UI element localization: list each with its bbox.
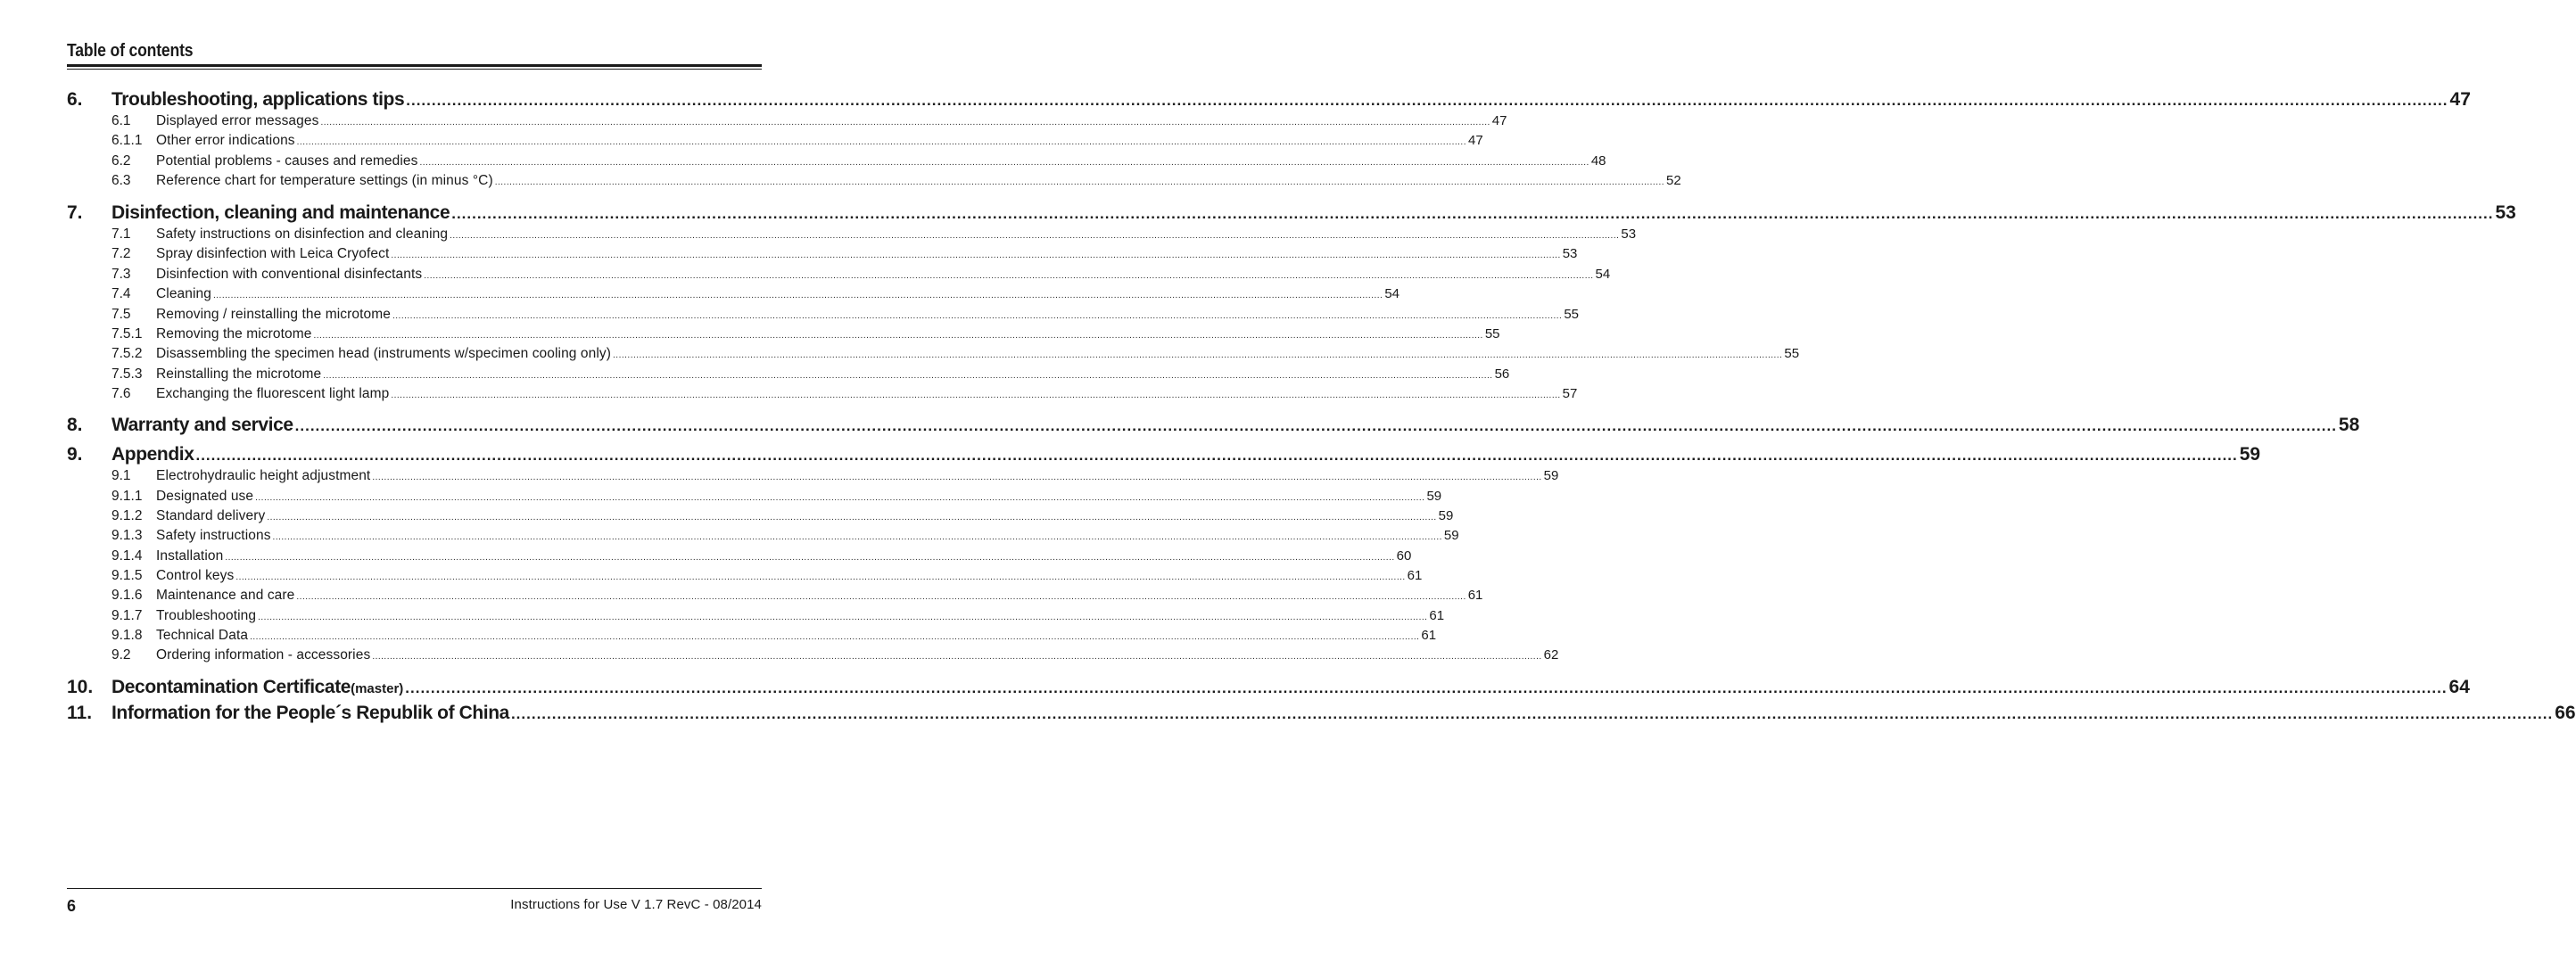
toc-entry[interactable]	[67, 467, 1559, 485]
toc-number: 9.	[67, 444, 83, 465]
toc-entry[interactable]	[67, 112, 1507, 130]
toc-title: Reinstalling the microtome	[156, 366, 322, 382]
toc-leader-dots: ................................................................................................................................................................................................................................................................................................................................................................................................................	[195, 447, 2238, 464]
footer-rule	[67, 888, 762, 889]
toc-page-number: 59	[1426, 489, 1442, 504]
page-title: Table of contents	[67, 41, 194, 61]
toc-entry[interactable]	[67, 587, 1483, 605]
toc-leader-dots: ................................................................................................................................................................................................................................................................................................................................................................................................................	[294, 417, 2337, 434]
toc-number: 6.3	[111, 173, 131, 188]
toc-title: Installation	[156, 548, 224, 564]
toc-title: Removing / reinstalling the microtome	[156, 307, 391, 322]
toc-number: 9.1.8	[111, 628, 143, 643]
toc-number: 7.6	[111, 386, 131, 401]
toc-number: 7.1	[111, 226, 131, 242]
toc-number: 9.1.6	[111, 588, 143, 603]
toc-entry[interactable]	[67, 385, 1578, 403]
toc-number: 10.	[67, 677, 94, 697]
toc-number: 7.5.3	[111, 366, 143, 382]
footer-page-number: 6	[67, 897, 77, 915]
toc-entry[interactable]	[67, 245, 1578, 263]
toc-leader-dots: ................................................................................................................................................................................................................................................................................................................................................................................................................	[258, 613, 1428, 622]
toc-title: Information for the People´s Republik of China	[111, 703, 509, 723]
toc-number: 6.1	[111, 113, 131, 128]
toc-leader-dots: ................................................................................................................................................................................................................................................................................................................................................................................................................	[391, 391, 1561, 400]
toc-leader-dots: ................................................................................................................................................................................................................................................................................................................................................................................................................	[212, 291, 1383, 300]
toc-page-number: 47	[1467, 133, 1483, 148]
toc-title: Disinfection, cleaning and maintenance	[111, 202, 450, 223]
toc-title: Safety instructions on disinfection and cleaning	[156, 226, 449, 242]
toc-number: 9.1.3	[111, 528, 143, 543]
toc-page-number: 61	[1421, 628, 1437, 643]
toc-title: Troubleshooting	[156, 608, 257, 623]
toc-page-number: 55	[1784, 346, 1800, 361]
toc-number: 11.	[67, 703, 93, 723]
toc-page-number: 54	[1595, 267, 1611, 282]
toc-title: Removing the microtome	[156, 326, 312, 342]
toc-page-number: 47	[2449, 89, 2471, 110]
toc-entry[interactable]	[67, 266, 1611, 284]
toc-entry[interactable]	[67, 627, 1437, 645]
toc-page-number: 61	[1407, 568, 1423, 583]
toc-title: Disinfection with conventional disinfectants	[156, 267, 423, 282]
toc-entry[interactable]	[67, 325, 1500, 343]
toc-title: Potential problems - causes and remedies	[156, 153, 418, 169]
toc-page-number: 59	[1438, 508, 1454, 523]
toc-leader-dots: ................................................................................................................................................................................................................................................................................................................................................................................................................	[510, 705, 2554, 722]
toc-leader-dots: ................................................................................................................................................................................................................................................................................................................................................................................................................	[406, 92, 2448, 109]
toc-entry[interactable]	[67, 345, 1800, 363]
toc-number: 7.	[67, 202, 83, 223]
toc-leader-dots: ................................................................................................................................................................................................................................................................................................................................................................................................................	[267, 513, 1437, 523]
toc-number: 9.1	[111, 468, 131, 483]
toc-entry[interactable]	[67, 547, 1412, 565]
toc-number: 9.1.1	[111, 489, 143, 504]
toc-page-number: 48	[1590, 153, 1606, 169]
toc-entry[interactable]	[67, 226, 1637, 243]
toc-page-number: 52	[1666, 173, 1681, 188]
toc-number: 9.1.7	[111, 608, 143, 623]
toc-leader-dots: ................................................................................................................................................................................................................................................................................................................................................................................................................	[225, 553, 1395, 563]
toc-page-number: 53	[2495, 202, 2516, 223]
toc-page-number: 58	[2338, 415, 2360, 435]
toc-title: Spray disinfection with Leica Cryofect	[156, 246, 390, 261]
toc-page-number: 54	[1384, 286, 1399, 301]
toc-title: Displayed error messages	[156, 113, 319, 128]
toc-entry[interactable]	[67, 285, 1399, 303]
toc-page-number: 62	[1543, 647, 1559, 663]
toc-title: Exchanging the fluorescent light lamp	[156, 386, 390, 401]
toc-page-number: 57	[1562, 386, 1578, 401]
toc-page-number: 60	[1396, 548, 1412, 564]
toc-page-number: 47	[1491, 113, 1507, 128]
toc-leader-dots: ................................................................................................................................................................................................................................................................................................................................................................................................................	[313, 331, 1483, 341]
toc-entry[interactable]	[67, 607, 1445, 625]
toc-number: 7.4	[111, 286, 131, 301]
toc-title: Cleaning	[156, 286, 211, 301]
toc-leader-dots: ................................................................................................................................................................................................................................................................................................................................................................................................................	[296, 592, 1466, 602]
toc-number: 7.2	[111, 246, 131, 261]
toc-entry[interactable]	[67, 488, 1442, 506]
toc-chapter[interactable]	[67, 202, 2516, 225]
toc-leader-dots: ................................................................................................................................................................................................................................................................................................................................................................................................................	[419, 158, 1589, 168]
header-rule	[67, 64, 762, 67]
toc-title: Warranty and service	[111, 415, 293, 435]
toc-number: 7.5.1	[111, 326, 143, 342]
toc-page-number: 61	[1467, 588, 1483, 603]
toc-page-number: 55	[1564, 307, 1580, 322]
toc-title: Decontamination Certificate	[111, 677, 351, 697]
toc-page-number: 61	[1429, 608, 1445, 623]
toc-number: 7.5	[111, 307, 131, 322]
toc-leader-dots: ................................................................................................................................................................................................................................................................................................................................................................................................................	[235, 572, 1406, 582]
toc-page-number: 53	[1621, 226, 1637, 242]
toc-entry[interactable]	[67, 527, 1459, 545]
header-rule-thin	[67, 69, 762, 70]
toc-entry[interactable]	[67, 152, 1606, 170]
toc-leader-dots: ................................................................................................................................................................................................................................................................................................................................................................................................................	[613, 350, 1783, 360]
toc-leader-dots: ................................................................................................................................................................................................................................................................................................................................................................................................................	[272, 532, 1442, 542]
toc-page-number: 59	[2239, 444, 2261, 465]
toc-entry[interactable]	[67, 366, 1510, 383]
toc-title: Troubleshooting, applications tips	[111, 89, 405, 110]
toc-leader-dots: ................................................................................................................................................................................................................................................................................................................................................................................................................	[372, 652, 1542, 662]
toc-page-number: 66	[2555, 703, 2576, 723]
toc-number: 6.	[67, 89, 83, 110]
toc-page-number: 59	[1543, 468, 1559, 483]
toc-page-number: 55	[1484, 326, 1500, 342]
toc-number: 9.1.4	[111, 548, 143, 564]
toc-leader-dots: ................................................................................................................................................................................................................................................................................................................................................................................................................	[372, 473, 1542, 482]
toc-leader-dots: ................................................................................................................................................................................................................................................................................................................................................................................................................	[250, 632, 1420, 642]
toc-number: 9.1.5	[111, 568, 143, 583]
toc-leader-dots: ................................................................................................................................................................................................................................................................................................................................................................................................................	[494, 177, 1665, 187]
toc-leader-dots: ................................................................................................................................................................................................................................................................................................................................................................................................................	[296, 137, 1466, 147]
toc-title: Safety instructions	[156, 528, 271, 543]
toc-number: 7.5.2	[111, 346, 143, 361]
toc-leader-dots: ................................................................................................................................................................................................................................................................................................................................................................................................................	[255, 493, 1425, 503]
toc-chapter[interactable]	[67, 676, 2470, 699]
toc-entry[interactable]	[67, 507, 1454, 525]
toc-chapter[interactable]	[67, 702, 2576, 725]
toc-leader-dots: ................................................................................................................................................................................................................................................................................................................................................................................................................	[320, 118, 1490, 128]
toc-page-number: 64	[2448, 677, 2470, 697]
toc-title: Ordering information - accessories	[156, 647, 371, 663]
toc-leader-dots: ................................................................................................................................................................................................................................................................................................................................................................................................................	[391, 251, 1561, 260]
toc-title: Designated use	[156, 489, 254, 504]
toc-chapter[interactable]	[67, 443, 2261, 466]
toc-title-suffix: (master)	[351, 681, 404, 696]
toc-number: 9.1.2	[111, 508, 143, 523]
toc-number: 6.1.1	[111, 133, 143, 148]
toc-leader-dots: ................................................................................................................................................................................................................................................................................................................................................................................................................	[451, 205, 2494, 222]
toc-number: 6.2	[111, 153, 131, 169]
toc-entry[interactable]	[67, 172, 1681, 190]
toc-leader-dots: ................................................................................................................................................................................................................................................................................................................................................................................................................	[450, 231, 1620, 241]
toc-number: 8.	[67, 415, 83, 435]
toc-chapter[interactable]	[67, 88, 2471, 111]
toc-title: Appendix	[111, 444, 194, 465]
toc-title: Standard delivery	[156, 508, 266, 523]
toc-title: Technical Data	[156, 628, 249, 643]
toc-leader-dots: ................................................................................................................................................................................................................................................................................................................................................................................................................	[392, 311, 1563, 321]
toc-entry[interactable]	[67, 306, 1580, 324]
toc-page-number: 53	[1562, 246, 1578, 261]
toc-title: Electrohydraulic height adjustment	[156, 468, 371, 483]
toc-page-number: 56	[1494, 366, 1510, 382]
toc-entry[interactable]	[67, 567, 1423, 585]
toc-page-number: 59	[1443, 528, 1459, 543]
toc-title: Maintenance and care	[156, 588, 295, 603]
toc-leader-dots: ................................................................................................................................................................................................................................................................................................................................................................................................................	[323, 371, 1493, 381]
toc-title: Reference chart for temperature settings (in minus °C)	[156, 173, 493, 188]
toc-title: Disassembling the specimen head (instruments w/specimen cooling only)	[156, 346, 612, 361]
toc-title: Other error indications	[156, 133, 295, 148]
toc-entry[interactable]	[67, 132, 1483, 150]
toc-entry[interactable]	[67, 646, 1559, 664]
toc-number: 9.2	[111, 647, 131, 663]
toc-number: 7.3	[111, 267, 131, 282]
toc-leader-dots: ................................................................................................................................................................................................................................................................................................................................................................................................................	[405, 679, 2448, 696]
toc-leader-dots: ................................................................................................................................................................................................................................................................................................................................................................................................................	[424, 271, 1594, 281]
toc-title: Control keys	[156, 568, 235, 583]
toc-chapter[interactable]	[67, 414, 2360, 437]
footer-document-info: Instructions for Use V 1.7 RevC - 08/2014	[510, 897, 762, 912]
